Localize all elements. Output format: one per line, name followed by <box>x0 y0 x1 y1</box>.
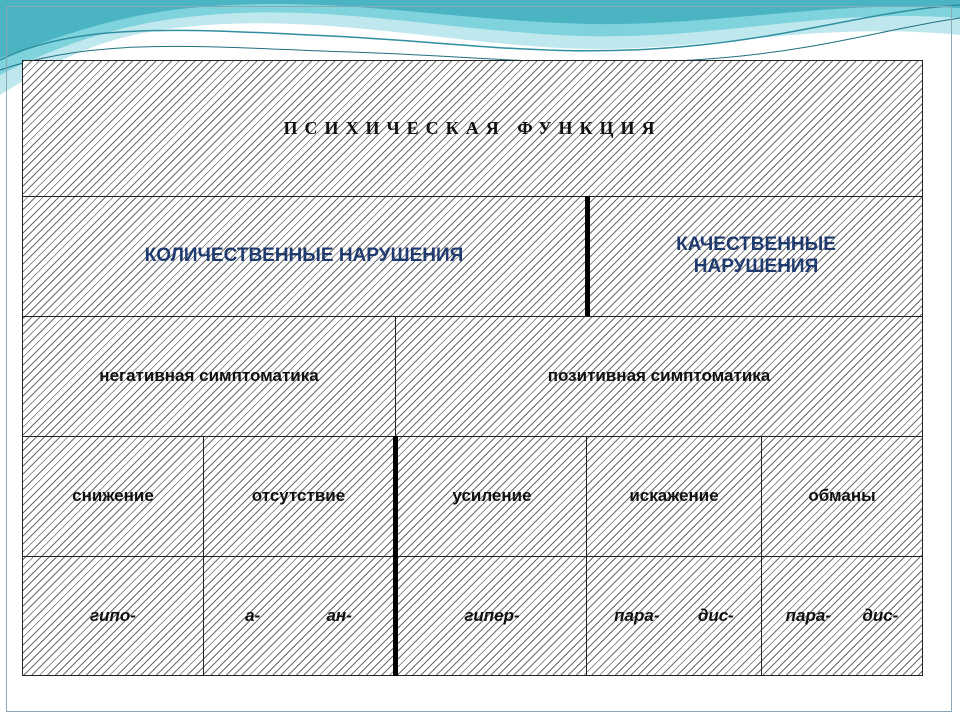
category-deceptions: обманы <box>808 486 876 505</box>
prefix-an: ан- <box>326 606 352 625</box>
qualitative-disorders-heading: КАЧЕСТВЕННЫЕ НАРУШЕНИЯ <box>676 234 836 277</box>
prefix-hyper: гипер- <box>464 606 520 625</box>
prefix-dys: дис- <box>862 606 899 625</box>
category-increase: усиление <box>452 486 532 505</box>
prefix-pair-distortion <box>587 556 761 676</box>
prefix-pair-absence <box>204 556 393 676</box>
prefix-dys: дис- <box>697 606 734 625</box>
category-absence: отсутствие <box>251 486 346 505</box>
negative-symptoms-label: негативная симптоматика <box>99 366 319 385</box>
prefix-para: пара- <box>614 606 660 625</box>
prefix-a: а- <box>245 606 261 625</box>
category-decrease: снижение <box>72 486 154 505</box>
prefix-para: пара- <box>785 606 831 625</box>
category-distortion: искажение <box>629 486 719 505</box>
table-title: ПСИХИЧЕСКАЯ ФУНКЦИЯ <box>283 118 662 138</box>
psychic-function-table <box>22 60 923 676</box>
quantitative-disorders-heading: КОЛИЧЕСТВЕННЫЕ НАРУШЕНИЯ <box>144 245 464 266</box>
prefix-hypo: гипо- <box>90 606 136 625</box>
prefix-pair-deceptions <box>762 556 922 676</box>
positive-symptoms-label: позитивная симптоматика <box>547 366 771 385</box>
